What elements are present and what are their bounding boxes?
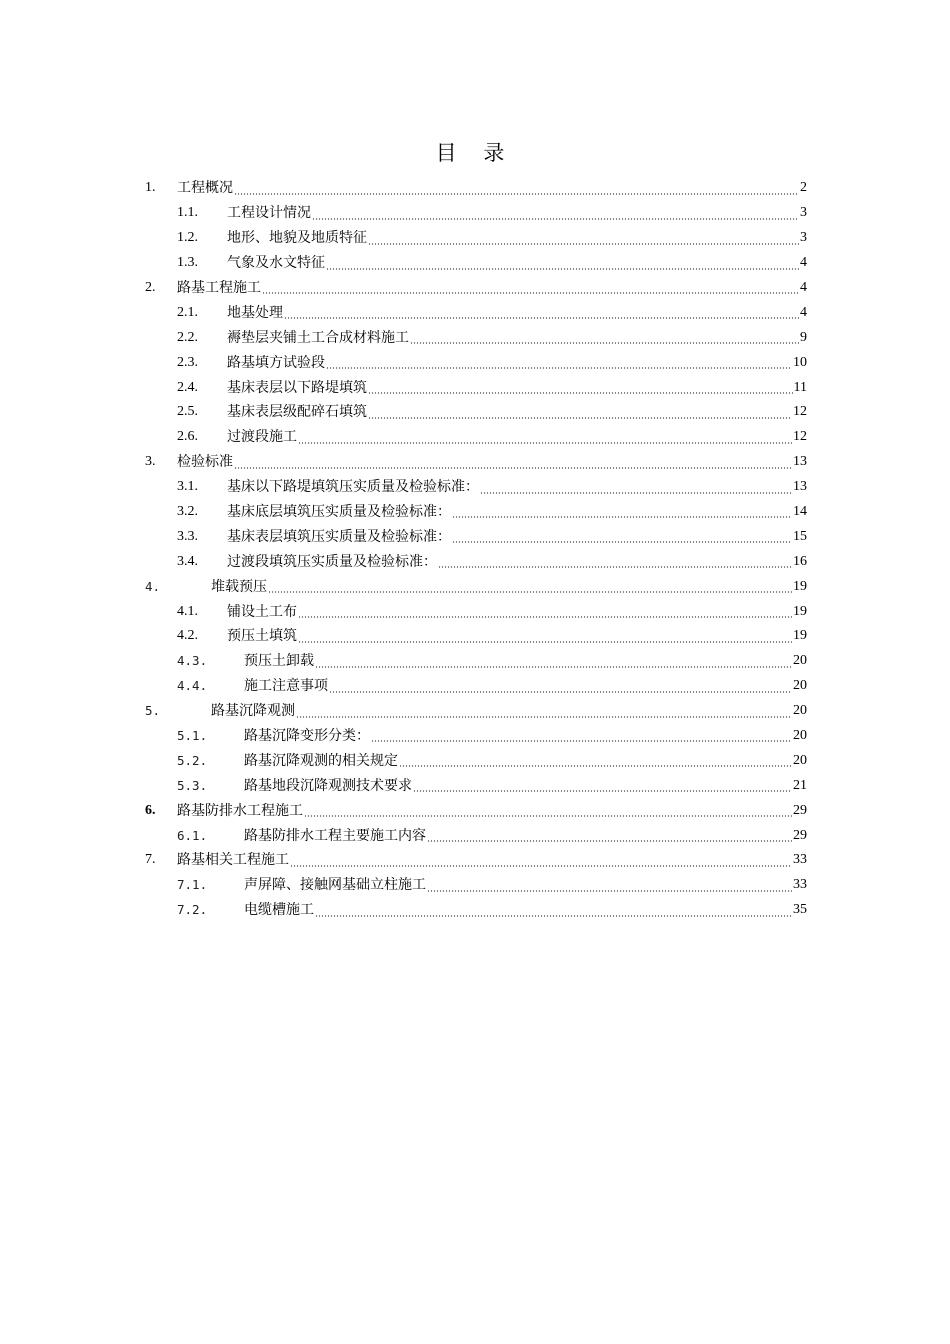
toc-entry-page: 16 xyxy=(793,553,807,569)
toc-entry-page: 20 xyxy=(793,703,807,719)
toc-entry[interactable] xyxy=(143,375,807,400)
dot-leader xyxy=(480,492,792,494)
toc-entry-number: 2.3. xyxy=(177,354,198,370)
toc-entry[interactable] xyxy=(143,873,807,898)
toc-entry-number: 4.1. xyxy=(177,603,198,619)
dot-leader xyxy=(326,367,792,369)
toc-entry-page: 13 xyxy=(793,454,807,470)
toc-entry-title: 铺设土工布 xyxy=(227,603,297,620)
toc-entry-page: 21 xyxy=(793,777,807,793)
toc-entry-title: 路基填方试验段 xyxy=(227,354,325,371)
toc-entry[interactable] xyxy=(143,649,807,674)
toc-entry-title: 路基相关工程施工 xyxy=(177,852,289,869)
toc-list xyxy=(143,176,807,923)
toc-entry[interactable] xyxy=(143,674,807,699)
toc-entry-number: 2.1. xyxy=(177,304,198,320)
toc-entry-title: 路基防排水工程主要施工内容 xyxy=(244,827,426,844)
dot-leader xyxy=(427,890,792,892)
toc-entry-title: 基床表层以下路堤填筑 xyxy=(227,379,367,396)
toc-entry-title: 气象及水文特征 xyxy=(227,255,325,272)
toc-entry-page: 11 xyxy=(793,379,807,395)
toc-entry[interactable] xyxy=(143,450,807,475)
toc-entry[interactable] xyxy=(143,475,807,500)
toc-entry[interactable] xyxy=(143,425,807,450)
toc-entry[interactable] xyxy=(143,350,807,375)
toc-entry-page: 19 xyxy=(793,628,807,644)
toc-entry-page: 15 xyxy=(793,528,807,544)
toc-entry-page: 20 xyxy=(793,678,807,694)
toc-entry-page: 4 xyxy=(800,280,807,295)
dot-leader xyxy=(452,541,792,543)
toc-entry-number: 5.2. xyxy=(177,752,208,768)
toc-entry-page: 33 xyxy=(793,877,807,893)
toc-entry-page: 10 xyxy=(793,354,807,370)
toc-entry[interactable] xyxy=(143,773,807,798)
toc-entry[interactable] xyxy=(143,300,807,325)
dot-leader xyxy=(268,591,792,593)
dot-leader xyxy=(312,218,799,220)
toc-entry-title: 路基沉降变形分类： xyxy=(244,728,370,745)
toc-entry-title: 工程设计情况 xyxy=(227,205,311,222)
toc-entry-number: 4.2. xyxy=(177,628,198,644)
toc-entry[interactable] xyxy=(143,898,807,923)
dot-leader xyxy=(234,467,792,469)
dot-leader xyxy=(410,342,799,344)
toc-entry-number: 1.3. xyxy=(177,255,198,271)
toc-entry-page: 33 xyxy=(793,852,807,868)
toc-entry-page: 19 xyxy=(793,603,807,619)
toc-entry-title: 基床底层填筑压实质量及检验标准： xyxy=(227,504,451,521)
toc-entry[interactable] xyxy=(143,748,807,773)
toc-entry-page: 14 xyxy=(793,504,807,520)
toc-entry-number: 3.2. xyxy=(177,504,198,520)
toc-entry[interactable] xyxy=(143,500,807,525)
dot-leader xyxy=(438,566,792,568)
dot-leader xyxy=(452,516,792,518)
toc-entry-number: 7. xyxy=(145,852,156,868)
dot-leader xyxy=(284,317,799,319)
toc-entry-number: 2.5. xyxy=(177,404,198,420)
toc-entry-page: 4 xyxy=(800,255,807,271)
toc-entry-page: 20 xyxy=(793,752,807,768)
toc-entry-number: 2.6. xyxy=(177,429,198,445)
dot-leader xyxy=(304,815,792,817)
dot-leader xyxy=(326,268,799,270)
toc-entry[interactable] xyxy=(143,549,807,574)
toc-entry-number: 4. xyxy=(145,578,161,594)
dot-leader xyxy=(234,193,799,195)
toc-entry[interactable] xyxy=(143,624,807,649)
toc-entry-title: 路基沉降观测的相关规定 xyxy=(244,752,398,769)
toc-entry-title: 施工注意事项 xyxy=(244,678,328,695)
toc-entry[interactable] xyxy=(143,400,807,425)
toc-entry[interactable] xyxy=(143,226,807,251)
toc-entry-number: 3.3. xyxy=(177,528,198,544)
toc-entry-title: 褥垫层夹铺土工合成材料施工 xyxy=(227,329,409,346)
toc-entry-number: 3.1. xyxy=(177,479,198,495)
toc-entry-title: 堆载预压 xyxy=(211,578,267,595)
dot-leader xyxy=(298,442,792,444)
dot-leader xyxy=(329,691,792,693)
toc-entry[interactable] xyxy=(143,699,807,724)
toc-entry-page: 35 xyxy=(793,902,807,918)
toc-entry-title: 预压土填筑 xyxy=(227,628,297,645)
dot-leader xyxy=(371,740,792,742)
toc-entry-title: 过渡段施工 xyxy=(227,429,297,446)
toc-entry-title: 路基防排水工程施工 xyxy=(177,802,303,819)
toc-entry[interactable] xyxy=(143,524,807,549)
toc-entry-number: 4.3. xyxy=(177,653,208,669)
dot-leader xyxy=(368,392,793,394)
dot-leader xyxy=(399,765,792,767)
toc-entry-number: 6. xyxy=(145,802,156,818)
dot-leader xyxy=(368,243,799,245)
toc-entry[interactable] xyxy=(143,201,807,226)
toc-entry-title: 工程概况 xyxy=(177,180,233,197)
toc-entry-number: 1. xyxy=(145,180,156,196)
toc-entry-page: 29 xyxy=(793,827,807,843)
dot-leader xyxy=(298,616,792,618)
toc-entry-title: 地基处理 xyxy=(227,304,283,321)
toc-entry-title: 预压土卸载 xyxy=(244,653,314,670)
toc-entry[interactable] xyxy=(143,251,807,276)
toc-entry-number: 6.1. xyxy=(177,827,208,843)
toc-entry-page: 20 xyxy=(793,653,807,669)
toc-entry-number: 2. xyxy=(145,280,156,295)
toc-entry-number: 4.4. xyxy=(177,678,208,694)
toc-entry[interactable] xyxy=(143,848,807,873)
toc-entry-page: 2 xyxy=(800,180,807,196)
dot-leader xyxy=(413,790,792,792)
toc-entry-page: 3 xyxy=(800,230,807,246)
dot-leader xyxy=(296,716,792,718)
toc-entry-title: 路基沉降观测 xyxy=(211,703,295,720)
toc-entry-title: 声屏障、接触网基础立柱施工 xyxy=(244,877,426,894)
toc-entry-number: 7.1. xyxy=(177,877,208,893)
toc-entry[interactable] xyxy=(143,325,807,350)
toc-entry-title: 电缆槽施工 xyxy=(244,902,314,919)
toc-entry[interactable] xyxy=(143,798,807,823)
toc-entry-page: 29 xyxy=(793,802,807,818)
toc-entry-page: 20 xyxy=(793,728,807,744)
toc-entry[interactable] xyxy=(143,276,807,301)
dot-leader xyxy=(290,865,792,867)
toc-entry[interactable] xyxy=(143,176,807,201)
toc-entry-number: 1.2. xyxy=(177,230,198,246)
toc-entry-number: 1.1. xyxy=(177,205,198,221)
toc-entry-title: 检验标准 xyxy=(177,454,233,471)
toc-entry-page: 13 xyxy=(793,479,807,495)
toc-entry-number: 5.3. xyxy=(177,777,208,793)
toc-entry-title: 地形、地貌及地质特征 xyxy=(227,230,367,247)
toc-entry[interactable] xyxy=(143,574,807,599)
toc-entry-number: 3.4. xyxy=(177,553,198,569)
toc-entry-page: 4 xyxy=(800,304,807,320)
toc-entry-number: 5.1. xyxy=(177,728,208,744)
dot-leader xyxy=(427,840,792,842)
dot-leader xyxy=(298,641,792,643)
toc-entry-title: 基床表层填筑压实质量及检验标准： xyxy=(227,528,451,545)
toc-entry-title: 路基地段沉降观测技术要求 xyxy=(244,777,412,794)
toc-entry-title: 基床以下路堤填筑压实质量及检验标准： xyxy=(227,479,479,496)
dot-leader xyxy=(315,666,792,668)
toc-entry-page: 12 xyxy=(793,404,807,420)
toc-entry-page: 19 xyxy=(793,578,807,594)
toc-entry-title: 路基工程施工 xyxy=(177,280,261,296)
dot-leader xyxy=(315,915,792,917)
toc-entry-title: 基床表层级配碎石填筑 xyxy=(227,404,367,421)
toc-entry-page: 12 xyxy=(793,429,807,445)
toc-entry[interactable] xyxy=(143,599,807,624)
toc-entry[interactable] xyxy=(143,823,807,848)
toc-entry-number: 2.4. xyxy=(177,379,198,395)
toc-entry-number: 2.2. xyxy=(177,329,198,345)
toc-entry-page: 9 xyxy=(800,329,807,345)
toc-entry-title: 过渡段填筑压实质量及检验标准： xyxy=(227,553,437,570)
toc-entry-page: 3 xyxy=(800,205,807,221)
dot-leader xyxy=(262,292,799,294)
toc-entry-number: 3. xyxy=(145,454,156,470)
toc-entry-number: 7.2. xyxy=(177,902,208,918)
toc-entry-number: 5. xyxy=(145,703,161,719)
dot-leader xyxy=(368,417,792,419)
toc-title: 目 录 xyxy=(435,141,515,165)
toc-entry[interactable] xyxy=(143,724,807,749)
